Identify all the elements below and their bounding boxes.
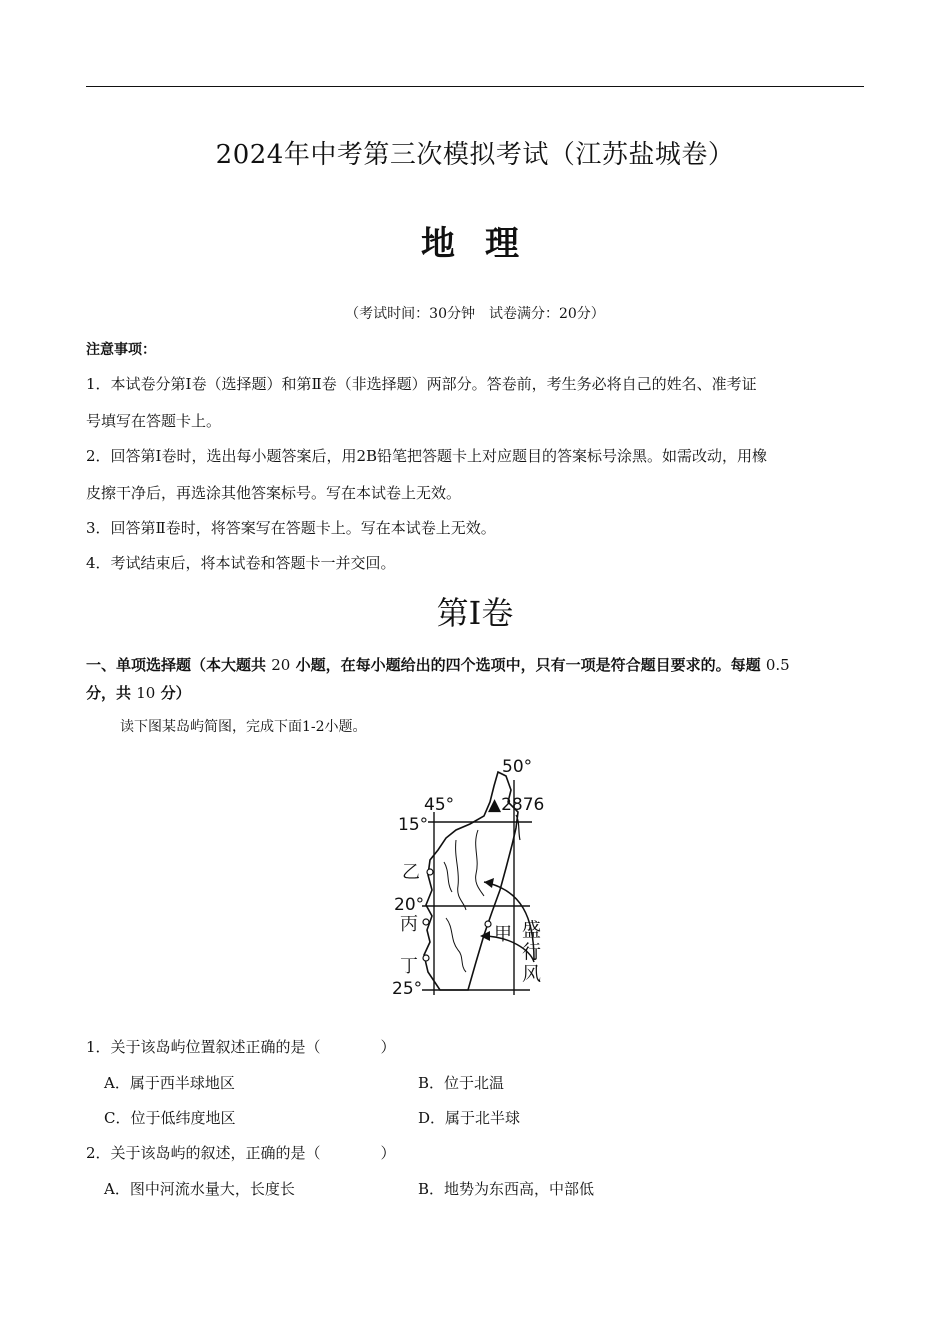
notice-line-1: 1．本试卷分第Ⅰ卷（选择题）和第Ⅱ卷（非选择题）两部分。答卷前，考生务必将自己的姓名、准考证 [86,375,757,393]
question-2-stem: 2．关于该岛屿的叙述，正确的是（ ） [86,1144,396,1162]
river-1 [456,840,466,910]
label-wind-1: 盛 [522,919,542,941]
label-bing: 丙 [400,914,418,935]
label-lon-45: 45° [424,795,455,815]
question-1-stem: 1．关于该岛屿位置叙述正确的是（ ） [86,1038,396,1056]
label-wind-3: 风 [522,963,542,985]
label-yi: 乙 [402,862,420,883]
question-1-option-d[interactable]: D．属于北半球 [418,1109,521,1127]
label-lat-15: 15° [398,815,429,835]
notice-line-2-cont: 皮擦干净后，再选涂其他答案标号。写在本试卷上无效。 [86,484,462,502]
notice-heading: 注意事项： [86,342,156,358]
question-2-option-b[interactable]: B．地势为东西高，中部低 [418,1180,595,1198]
section-text-a: 一、单项选择题（本大题共 [86,656,267,674]
river-3 [446,918,466,972]
marker-ding [423,955,429,961]
notice-line-2: 2．回答第Ⅰ卷时，选出每小题答案后，用2B铅笔把答题卡上对应题目的答案标号涂黑。如需改动，用橡 [86,447,768,465]
label-wind-2: 行 [522,941,542,963]
marker-jia [485,921,491,927]
section-text-b: 小题，在每小题给出的四个选项中，只有一项是符合题目要求的。每题 [295,656,761,674]
section-text-d: 分） [160,684,191,702]
marker-yi [427,869,433,875]
subject-title: 地理 [421,224,549,264]
question-1-option-a[interactable]: A．属于西半球地区 [104,1074,235,1092]
section-count: 20 [271,656,291,674]
island-map [380,750,560,1000]
label-peak: ▲2876 [488,795,545,815]
exam-meta: （考试时间：30分钟 试卷满分：20分） [345,306,605,322]
river-4 [444,862,452,892]
question-2-option-a[interactable]: A．图中河流水量大，长度长 [104,1180,295,1198]
section-text-c: 分，共 [86,684,132,702]
question-1-option-b[interactable]: B．位于北温 [418,1074,505,1092]
question-1-option-c[interactable]: C．位于低纬度地区 [104,1109,236,1127]
volume-title: 第Ⅰ卷 [436,594,514,632]
question-lead: 读下图某岛屿简图，完成下面1-2小题。 [120,719,367,735]
label-jia: 甲 [494,924,512,945]
marker-bing [423,919,429,925]
exam-title: 2024年中考第三次模拟考试（江苏盐城卷） [215,140,735,170]
label-ding: 丁 [400,956,418,977]
section-heading [86,651,868,707]
label-lat-25: 25° [392,979,423,999]
notice-line-4: 4．考试结束后，将本试卷和答题卡一并交回。 [86,554,396,572]
label-lon-50: 50° [502,757,533,777]
label-lat-20: 20° [394,895,425,915]
section-score-each: 0.5 [765,656,790,674]
section-score-total: 10 [136,684,156,702]
notice-line-3: 3．回答第Ⅱ卷时，将答案写在答题卡上。写在本试卷上无效。 [86,519,496,537]
notice-line-1-cont: 号填写在答题卡上。 [86,412,222,430]
wind-arrow-upper-head [484,878,494,888]
header-rule [86,86,864,87]
river-2 [476,830,484,896]
